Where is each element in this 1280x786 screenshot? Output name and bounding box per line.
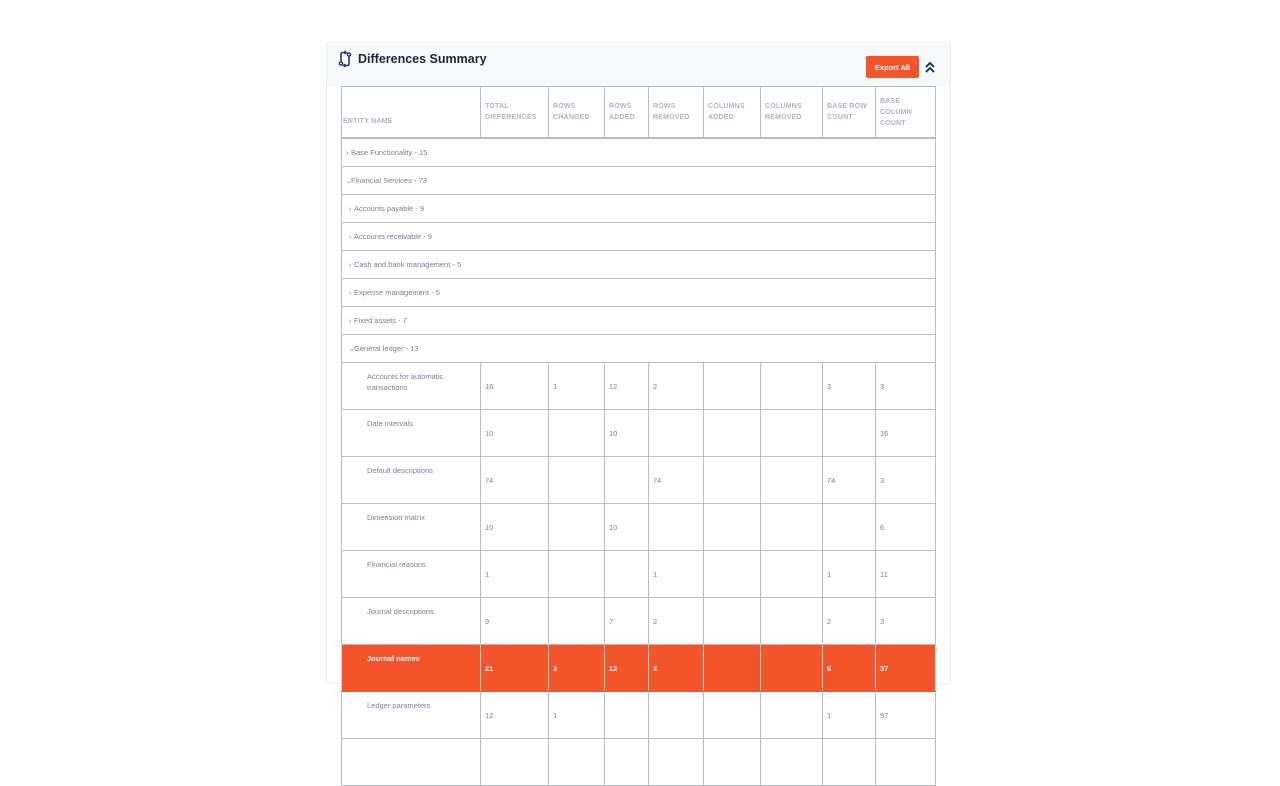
- base-row-count-cell: [823, 504, 876, 551]
- subgroup-label: Fixed assets - 7: [354, 316, 407, 325]
- chevron-right-icon[interactable]: ›: [349, 290, 352, 297]
- subgroup-row-accounts-receivable[interactable]: [342, 223, 936, 251]
- export-all-button[interactable]: Export All: [866, 56, 919, 78]
- entity-name-cell: Dimension matrix: [342, 504, 481, 551]
- chevron-right-icon[interactable]: ›: [349, 206, 352, 213]
- rows-removed-cell: 2: [649, 363, 704, 410]
- differences-summary-panel: [326, 42, 951, 720]
- rows-changed-cell: 1: [549, 363, 605, 410]
- base-row-count-cell: 2: [823, 598, 876, 645]
- base-column-count-cell: 3: [876, 457, 936, 504]
- base-column-count-cell: [876, 739, 936, 786]
- subgroup-row-fixed-assets[interactable]: [342, 307, 936, 335]
- subgroup-row-expense-management[interactable]: [342, 279, 936, 307]
- table-row[interactable]: [342, 504, 936, 551]
- rows-changed-cell: [549, 410, 605, 457]
- rows-changed-cell: 3: [549, 645, 605, 692]
- subgroup-row-cash-and-bank-management[interactable]: [342, 251, 936, 279]
- table-row[interactable]: [342, 598, 936, 645]
- subgroup-label: Cash and bank management - 5: [354, 260, 462, 269]
- rows-added-cell: 10: [605, 504, 649, 551]
- subgroup-label: Accounts receivable - 9: [354, 232, 432, 241]
- col-header-rows-removed[interactable]: ROWS REMOVED: [649, 87, 704, 139]
- rows-removed-cell: 1: [649, 551, 704, 598]
- total-differences-cell: 16: [481, 363, 549, 410]
- entity-name-cell: Ledger parameters: [342, 692, 481, 739]
- col-header-total-differences[interactable]: TOTAL DIFFERENCES: [481, 87, 549, 139]
- col-header-columns-removed[interactable]: COLUMNS REMOVED: [761, 87, 823, 139]
- group-row-financial-services[interactable]: [342, 167, 936, 195]
- chevron-right-icon[interactable]: ›: [349, 234, 352, 241]
- total-differences-cell: 9: [481, 598, 549, 645]
- rows-added-cell: [605, 551, 649, 598]
- rows-changed-cell: 1: [549, 692, 605, 739]
- rows-added-cell: [605, 457, 649, 504]
- entity-name-cell: Date intervals: [342, 410, 481, 457]
- table-row[interactable]: [342, 363, 936, 410]
- base-column-count-cell: 37: [876, 645, 936, 692]
- col-header-base-column-count[interactable]: BASE COLUMN COUNT: [876, 87, 936, 139]
- differences-table-wrap: [341, 86, 935, 786]
- col-header-rows-changed[interactable]: ROWS CHANGED: [549, 87, 605, 139]
- base-row-count-cell: 1: [823, 692, 876, 739]
- table-row[interactable]: [342, 692, 936, 739]
- rows-removed-cell: 2: [649, 598, 704, 645]
- rows-removed-cell: [649, 504, 704, 551]
- columns-added-cell: [704, 504, 761, 551]
- base-column-count-cell: 3: [876, 598, 936, 645]
- base-row-count-cell: [823, 410, 876, 457]
- total-differences-cell: [481, 739, 549, 786]
- chevron-down-icon[interactable]: ⌄: [346, 178, 352, 185]
- table-header-row: [342, 87, 936, 139]
- rows-added-cell: 12: [605, 363, 649, 410]
- panel-title: Differences Summary: [358, 52, 487, 66]
- total-differences-cell: 1: [481, 551, 549, 598]
- panel-header: [327, 43, 950, 87]
- base-row-count-cell: 6: [823, 645, 876, 692]
- rows-changed-cell: [549, 598, 605, 645]
- rows-added-cell: [605, 692, 649, 739]
- columns-added-cell: [704, 692, 761, 739]
- rows-removed-cell: [649, 739, 704, 786]
- base-row-count-cell: 3: [823, 363, 876, 410]
- columns-added-cell: [704, 410, 761, 457]
- rows-removed-cell: [649, 410, 704, 457]
- chevron-down-icon[interactable]: ⌄: [349, 346, 355, 353]
- subgroup-row-accounts-payable[interactable]: [342, 195, 936, 223]
- columns-removed-cell: [761, 692, 823, 739]
- differences-table: [341, 86, 936, 786]
- rows-changed-cell: [549, 551, 605, 598]
- chevron-right-icon[interactable]: ›: [346, 150, 349, 157]
- columns-removed-cell: [761, 410, 823, 457]
- col-header-rows-added[interactable]: ROWS ADDED: [605, 87, 649, 139]
- base-column-count-cell: 11: [876, 551, 936, 598]
- rows-changed-cell: [549, 739, 605, 786]
- chevron-double-up-icon[interactable]: [924, 60, 936, 74]
- title-wrap: [337, 51, 487, 67]
- base-row-count-cell: 74: [823, 457, 876, 504]
- columns-removed-cell: [761, 598, 823, 645]
- columns-added-cell: [704, 598, 761, 645]
- col-header-columns-added[interactable]: COLUMNS ADDED: [704, 87, 761, 139]
- base-row-count-cell: [823, 739, 876, 786]
- rows-removed-cell: [649, 692, 704, 739]
- table-row[interactable]: [342, 739, 936, 786]
- rows-added-cell: 12: [605, 645, 649, 692]
- group-label: Base Functionality - 15: [351, 148, 428, 157]
- subgroup-label: General ledger - 13: [354, 344, 419, 353]
- entity-name-cell: Accounts for automatic transactions: [342, 363, 481, 410]
- rows-added-cell: 10: [605, 410, 649, 457]
- total-differences-cell: 12: [481, 692, 549, 739]
- columns-added-cell: [704, 457, 761, 504]
- col-header-entity-name[interactable]: ENTITY NAME: [342, 87, 481, 139]
- entity-name-cell: Default descriptions: [342, 457, 481, 504]
- group-label: Financial Services - 73: [351, 176, 427, 185]
- rows-added-cell: [605, 739, 649, 786]
- entity-name-cell: Financial reasons: [342, 551, 481, 598]
- chevron-right-icon[interactable]: ›: [349, 318, 352, 325]
- subgroup-label: Accounts payable - 9: [354, 204, 425, 213]
- rows-removed-cell: 74: [649, 457, 704, 504]
- columns-added-cell: [704, 739, 761, 786]
- data-rows: [342, 363, 936, 786]
- col-header-base-row-count[interactable]: BASE ROW COUNT: [823, 87, 876, 139]
- columns-removed-cell: [761, 457, 823, 504]
- table-row[interactable]: [342, 645, 936, 692]
- subgroup-row-general-ledger[interactable]: [342, 335, 936, 363]
- total-differences-cell: 74: [481, 457, 549, 504]
- rows-removed-cell: 3: [649, 645, 704, 692]
- total-differences-cell: 10: [481, 504, 549, 551]
- base-column-count-cell: 3: [876, 363, 936, 410]
- rows-added-cell: 7: [605, 598, 649, 645]
- columns-added-cell: [704, 551, 761, 598]
- columns-removed-cell: [761, 551, 823, 598]
- table-row[interactable]: [342, 457, 936, 504]
- group-row-base-functionality[interactable]: [342, 138, 936, 167]
- columns-removed-cell: [761, 504, 823, 551]
- base-column-count-cell: 97: [876, 692, 936, 739]
- columns-removed-cell: [761, 645, 823, 692]
- base-column-count-cell: 6: [876, 504, 936, 551]
- entity-name-cell: Journal descriptions: [342, 598, 481, 645]
- chevron-right-icon[interactable]: ›: [349, 262, 352, 269]
- columns-added-cell: [704, 645, 761, 692]
- entity-name-cell: [342, 739, 481, 786]
- rows-changed-cell: [549, 457, 605, 504]
- columns-removed-cell: [761, 363, 823, 410]
- rows-changed-cell: [549, 504, 605, 551]
- table-row[interactable]: [342, 551, 936, 598]
- total-differences-cell: 21: [481, 645, 549, 692]
- subgroup-label: Expense management - 5: [354, 288, 440, 297]
- entity-name-cell: Journal names: [342, 645, 481, 692]
- table-row[interactable]: [342, 410, 936, 457]
- columns-removed-cell: [761, 739, 823, 786]
- columns-added-cell: [704, 363, 761, 410]
- base-row-count-cell: 1: [823, 551, 876, 598]
- total-differences-cell: 10: [481, 410, 549, 457]
- compare-icon: [337, 51, 353, 67]
- base-column-count-cell: 16: [876, 410, 936, 457]
